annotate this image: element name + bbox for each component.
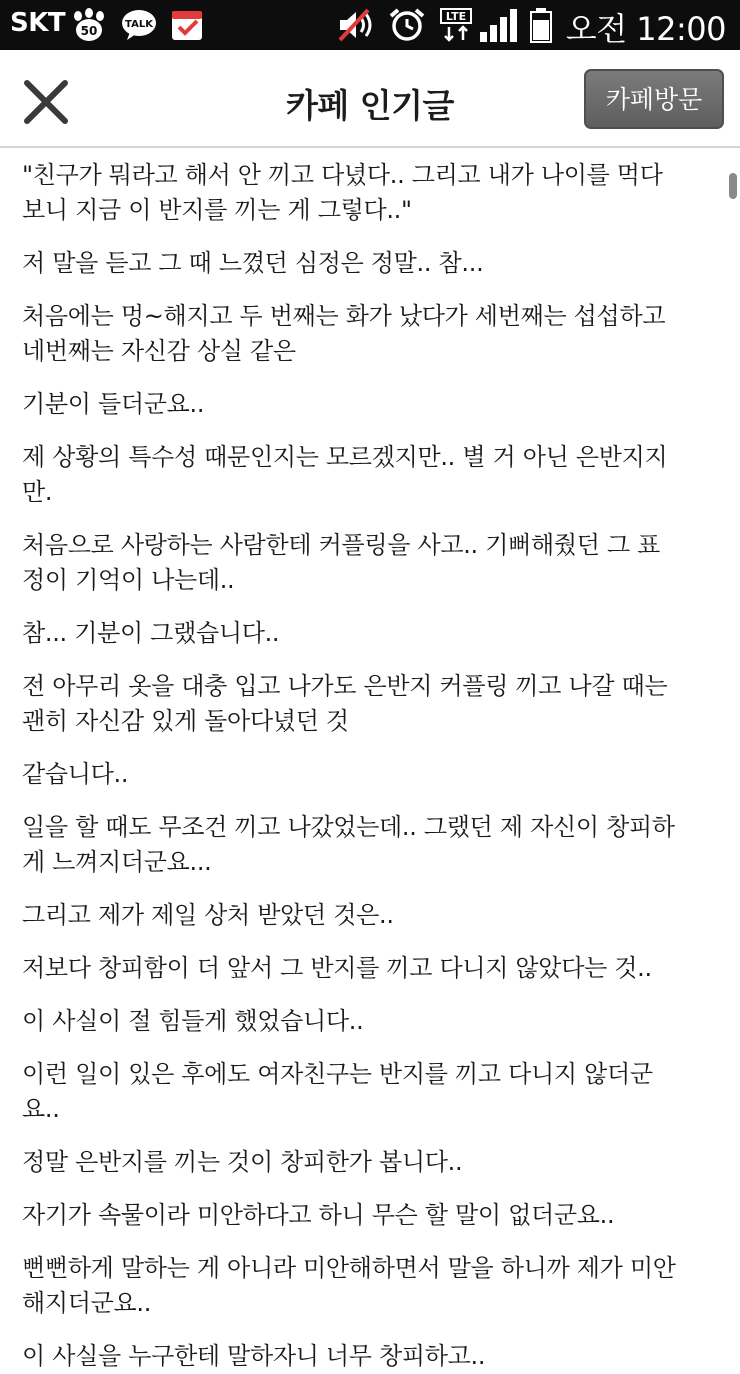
article-paragraph <box>22 616 722 651</box>
article-paragraph <box>22 246 722 281</box>
calendar-check-icon <box>170 8 206 42</box>
paragraph-line: 뻔뻔하게 말하는 게 아니라 미안해하면서 말을 하니까 제가 미안 <box>22 1254 676 1282</box>
paragraph-line: 보니 지금 이 반지를 끼는 게 그렇다.." <box>22 196 412 224</box>
signal-icon <box>478 8 520 42</box>
article-paragraph <box>22 1145 722 1180</box>
cafe-visit-button[interactable]: 카페방문 <box>584 69 724 129</box>
paragraph-line: 게 느껴지더군요... <box>22 848 212 876</box>
clock-time: 오전 12:00 <box>565 10 726 48</box>
article-paragraph <box>22 669 722 739</box>
article-content[interactable] <box>0 148 740 1370</box>
article-paragraph <box>22 440 722 510</box>
scrollbar-thumb[interactable] <box>729 173 737 199</box>
paragraph-line: 처음에는 멍~해지고 두 번째는 화가 났다가 세번째는 섭섭하고 <box>22 302 666 330</box>
lte-icon <box>440 8 472 42</box>
paragraph-line: 네번째는 자신감 상실 같은 <box>22 337 296 365</box>
article-paragraph <box>22 1339 722 1374</box>
paragraph-line: 전 아무리 옷을 대충 입고 나가도 은반지 커플링 끼고 나갈 때는 <box>22 672 668 700</box>
paragraph-line: 그리고 제가 제일 상처 받았던 것은.. <box>22 901 394 929</box>
article-paragraph <box>22 299 722 369</box>
paw-badge-number: 50 <box>80 24 98 38</box>
article-paragraph <box>22 898 722 933</box>
paragraph-line: 해지더군요.. <box>22 1289 152 1317</box>
paragraph-line: 저보다 창피함이 더 앞서 그 반지를 끼고 다니지 않았다는 것.. <box>22 954 652 982</box>
article-paragraph <box>22 1251 722 1321</box>
paragraph-line: 이 사실을 누구한테 말하자니 너무 창피하고.. <box>22 1342 486 1370</box>
paw-50-icon <box>70 8 108 42</box>
lte-label: LTE <box>445 10 467 23</box>
paragraph-line: 일을 할 때도 무조건 끼고 나갔었는데.. 그랬던 제 자신이 창피하 <box>22 813 675 841</box>
paragraph-line: 괜히 자신감 있게 돌아다녔던 것 <box>22 707 349 735</box>
paragraph-line: 자기가 속물이라 미안하다고 하니 무슨 할 말이 없더군요.. <box>22 1201 615 1229</box>
article-paragraph <box>22 757 722 792</box>
article-paragraph <box>22 951 722 986</box>
paragraph-line: 이 사실이 절 힘들게 했었습니다.. <box>22 1007 364 1035</box>
article-paragraph <box>22 810 722 880</box>
article-paragraph <box>22 1057 722 1127</box>
mute-icon <box>336 8 378 42</box>
paragraph-line: 처음으로 사랑하는 사람한테 커플링을 사고.. 기뻐해줬던 그 표 <box>22 531 661 559</box>
kakaotalk-icon <box>120 8 158 42</box>
paragraph-line: 정이 기억이 나는데.. <box>22 566 235 594</box>
paragraph-line: 제 상황의 특수성 때문인지는 모르겠지만.. 별 거 아닌 은반지지 <box>22 443 668 471</box>
article-paragraph <box>22 1198 722 1233</box>
paragraph-line: "친구가 뭐라고 해서 안 끼고 다녔다.. 그리고 내가 나이를 먹다 <box>22 161 663 189</box>
article-paragraph <box>22 1004 722 1039</box>
talk-label: TALK <box>125 19 153 30</box>
paragraph-line: 참... 기분이 그랬습니다.. <box>22 619 280 647</box>
title-bar <box>0 50 740 148</box>
status-bar <box>0 0 740 50</box>
paragraph-line: 만. <box>22 478 53 506</box>
carrier-label: SKT <box>10 8 66 38</box>
paragraph-line: 같습니다.. <box>22 760 129 788</box>
article-paragraph <box>22 387 722 422</box>
paragraph-line: 이런 일이 있은 후에도 여자친구는 반지를 끼고 다니지 않더군 <box>22 1060 653 1088</box>
paragraph-line: 요.. <box>22 1095 60 1123</box>
alarm-icon <box>388 8 426 42</box>
paragraph-line: 정말 은반지를 끼는 것이 창피한가 봅니다.. <box>22 1148 463 1176</box>
battery-icon <box>528 8 554 42</box>
paragraph-line: 기분이 들더군요.. <box>22 390 205 418</box>
paragraph-line: 저 말을 듣고 그 때 느꼈던 심정은 정말.. 참... <box>22 249 484 277</box>
article-paragraph <box>22 528 722 598</box>
article-paragraph <box>22 158 722 228</box>
page-title: 카페 인기글 <box>286 86 454 125</box>
